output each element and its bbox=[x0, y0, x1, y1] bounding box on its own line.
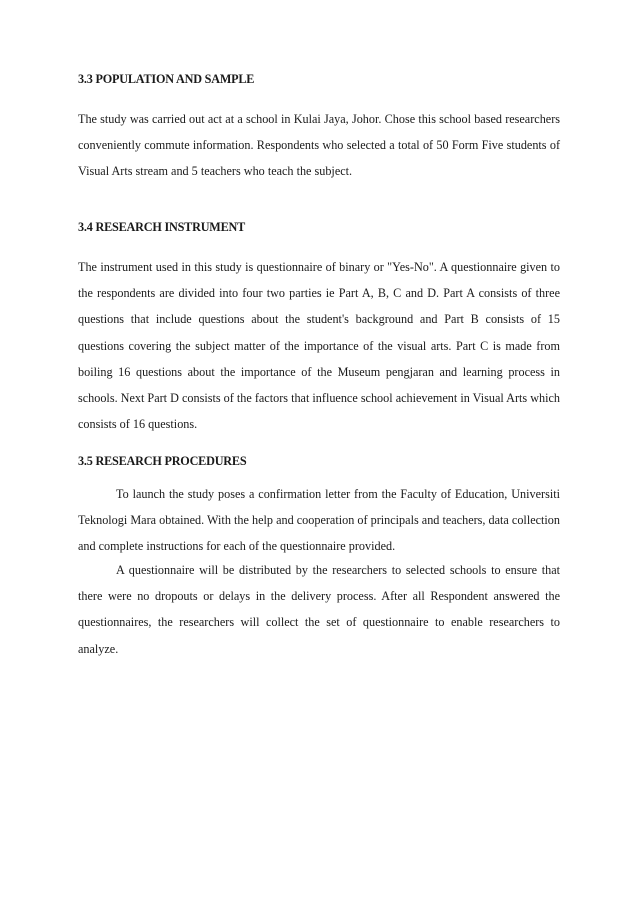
paragraph-research-instrument: The instrument used in this study is questionnaire of binary or "Yes-No". A questionnaire given to the respondents are divided into four two parties ie Part A, B, C and D. Part A consists of three questions that include questions about the student's background and Part B consists of 15 questions covering the subject matter of the importance of the visual arts. Part C is made from boiling 16 questions about the importance of the Museum pengjaran and learning process in schools. Next Part D consists of the factors that influence school achievement in Visual Arts which consists of 16 questions. bbox=[78, 260, 560, 432]
section-heading-research-procedures: 3.5 RESEARCH PROCEDURES bbox=[78, 454, 247, 468]
paragraph-research-procedures-2: A questionnaire will be distributed by the researchers to selected schools to ensure that there were no dropouts or delays in the delivery process. After all Respondent answered the questionnaires, the researchers will collect the set of questionnaire to enable researchers to analyze. bbox=[78, 563, 560, 656]
section-heading-population-sample: 3.3 POPULATION AND SAMPLE bbox=[78, 72, 255, 86]
section-heading-research-instrument: 3.4 RESEARCH INSTRUMENT bbox=[78, 220, 246, 234]
paragraph-population-sample: The study was carried out act at a school in Kulai Jaya, Johor. Chose this school based researchers conveniently commute information. Respondents who selected a total of 50 Form Five students of Visual Arts stream and 5 teachers who teach the subject. bbox=[78, 112, 560, 179]
paragraph-research-procedures-1: To launch the study poses a confirmation letter from the Faculty of Education, Universiti Teknologi Mara obtained. With the help and cooperation of principals and teachers, data collection and complete instructions for each of the questionnaire provided. bbox=[78, 487, 560, 554]
